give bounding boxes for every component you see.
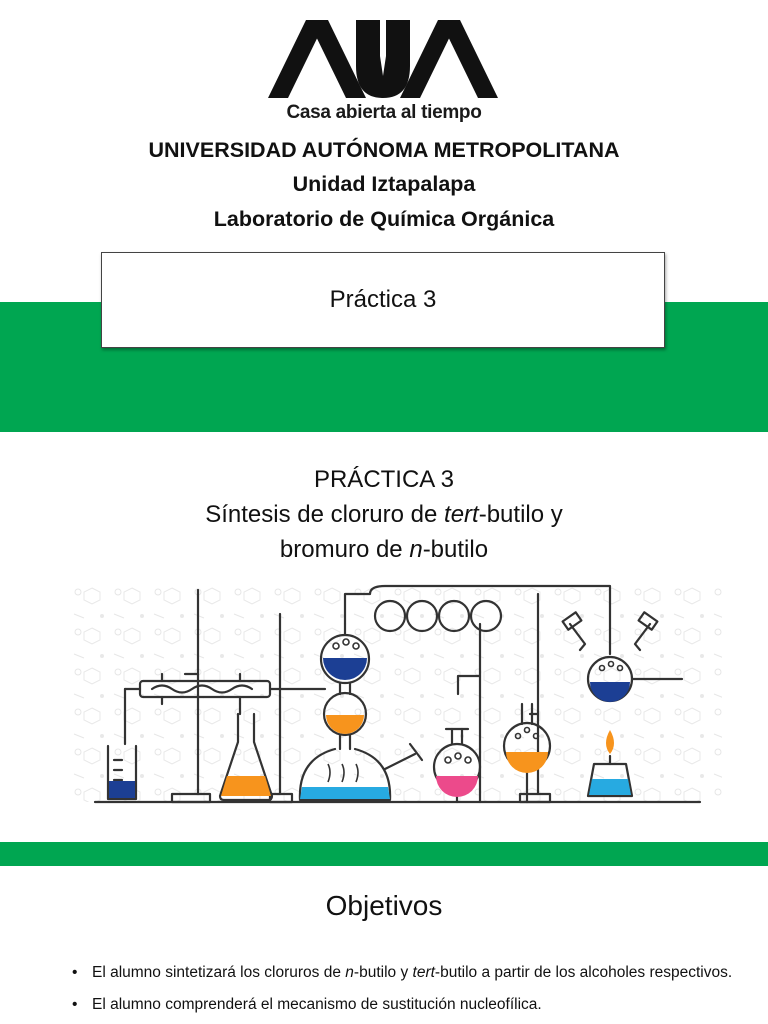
practice-title-box: [101, 252, 665, 348]
text-span: -butilo y: [353, 964, 413, 981]
orange-flask-liquid: [221, 776, 271, 796]
cover-slide: [0, 0, 768, 432]
objective-item: [66, 962, 766, 984]
beaker-liquid: [109, 781, 135, 798]
motto: Casa abierta al tiempo: [286, 102, 482, 123]
text-span: bromuro de: [279, 536, 410, 563]
objectives-list: [66, 962, 766, 1024]
uam-logo: [268, 16, 498, 104]
objectives-title: Objetivos: [325, 890, 443, 921]
text-span: Síntesis de cloruro de: [205, 501, 445, 528]
text-span: -butilo y: [478, 501, 563, 528]
laboratory-illustration: [70, 584, 722, 812]
italic-span: tert: [444, 501, 479, 528]
practice-heading: PRÁCTICA 3: [313, 466, 455, 493]
italic-span: n: [345, 964, 354, 981]
practice-title-line1: [0, 497, 768, 532]
text-span: El alumno sintetizará los cloruros de: [92, 964, 346, 981]
university-name: UNIVERSIDAD AUTÓNOMA METROPOLITANA: [148, 138, 620, 162]
italic-span: tert: [412, 964, 435, 981]
practice-slide: [0, 432, 768, 866]
unit-name: Unidad Iztapalapa: [292, 172, 476, 196]
objective-item: [66, 994, 766, 1016]
text-span: -butilo a partir de los alcoholes respectivos.: [434, 964, 733, 981]
objectives-slide: [0, 866, 768, 1024]
italic-span: n: [409, 536, 423, 563]
practice-heading-block: [0, 462, 768, 567]
cyan-flask-liquid: [300, 787, 390, 799]
lab-name: Laboratorio de Química Orgánica: [213, 207, 555, 231]
practice-title-line2: [0, 532, 768, 567]
text-span: El alumno comprenderá el mecanismo de sustitución nucleofílica.: [92, 996, 542, 1013]
practice-title: Práctica 3: [329, 286, 437, 313]
text-span: -butilo: [422, 536, 489, 563]
burner-fuel: [589, 779, 631, 795]
green-band: [0, 842, 768, 866]
